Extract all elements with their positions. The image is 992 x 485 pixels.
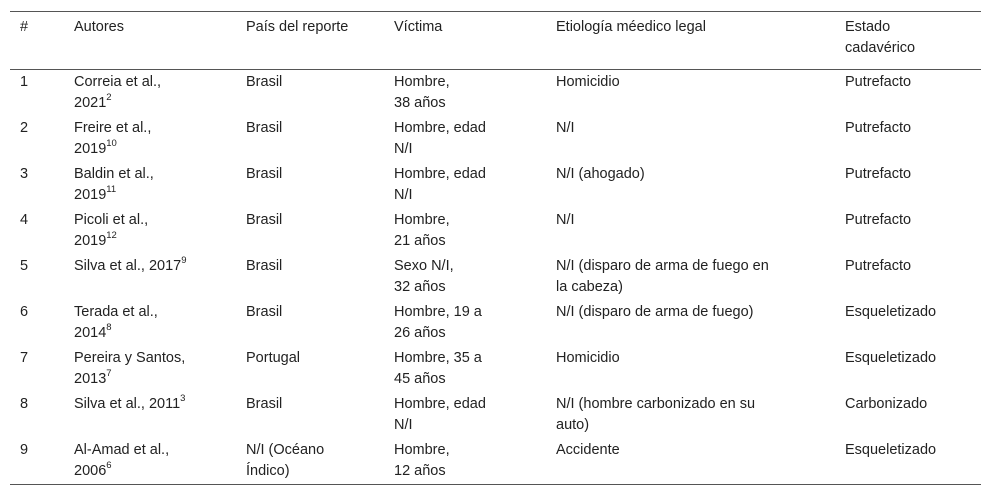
- table-row: [10, 162, 981, 208]
- reference-superscript: 11: [106, 184, 117, 196]
- country-cell: Brasil: [246, 304, 283, 320]
- country-cell: Brasil: [246, 166, 283, 182]
- author-text: Baldin et al., 2019: [74, 166, 154, 203]
- table-row: [10, 70, 981, 117]
- state-cell: Putrefacto: [845, 258, 912, 274]
- author-text: Terada et al., 2014: [74, 304, 158, 341]
- header-authors: Autores: [74, 19, 124, 35]
- reference-superscript: 2: [106, 92, 112, 104]
- reference-superscript: 6: [106, 460, 112, 472]
- author-cell: [74, 208, 246, 254]
- header-country: País del reporte: [246, 19, 349, 35]
- author-text: Silva et al., 2017: [74, 258, 182, 274]
- table-row: [10, 116, 981, 162]
- etiology-cell: N/I (disparo de arma de fuego en la cabeza): [556, 258, 769, 295]
- etiology-cell: N/I (disparo de arma de fuego): [556, 304, 754, 320]
- etiology-cell: Homicidio: [556, 74, 620, 90]
- data-table: [10, 11, 981, 485]
- row-number: 5: [20, 258, 29, 274]
- author-cell: [74, 254, 246, 300]
- author-cell: [74, 162, 246, 208]
- author-text: Freire et al., 2019: [74, 120, 152, 157]
- author-text: Al-Amad et al., 2006: [74, 442, 170, 479]
- reference-superscript: 3: [180, 393, 186, 405]
- etiology-cell: N/I (hombre carbonizado en su auto): [556, 396, 756, 433]
- etiology-cell: Homicidio: [556, 350, 620, 366]
- reference-superscript: 7: [106, 368, 112, 380]
- etiology-cell: N/I: [556, 212, 575, 228]
- victim-cell: Hombre, 19 a 26 años: [394, 304, 482, 341]
- row-number: 9: [20, 442, 29, 458]
- victim-cell: Hombre, 35 a 45 años: [394, 350, 482, 387]
- state-cell: Carbonizado: [845, 396, 928, 412]
- country-cell: Brasil: [246, 120, 283, 136]
- country-cell: Portugal: [246, 350, 301, 366]
- author-text: Pereira y Santos, 2013: [74, 350, 186, 387]
- row-number: 8: [20, 396, 29, 412]
- state-cell: Esqueletizado: [845, 442, 937, 458]
- table-body: [10, 70, 981, 485]
- table-row: [10, 208, 981, 254]
- state-cell: Putrefacto: [845, 120, 912, 136]
- state-cell: Putrefacto: [845, 166, 912, 182]
- country-cell: Brasil: [246, 396, 283, 412]
- victim-cell: Hombre, edad N/I: [394, 166, 486, 203]
- row-number: 4: [20, 212, 29, 228]
- victim-cell: Hombre, 12 años: [394, 442, 450, 479]
- author-cell: [74, 346, 246, 392]
- case-reports-table: [10, 11, 981, 485]
- author-cell: [74, 438, 246, 485]
- row-number: 6: [20, 304, 29, 320]
- reference-superscript: 8: [106, 322, 112, 334]
- table-row: [10, 438, 981, 485]
- table-row: [10, 300, 981, 346]
- reference-superscript: 10: [106, 138, 117, 150]
- etiology-cell: N/I (ahogado): [556, 166, 645, 182]
- table-row: [10, 392, 981, 438]
- etiology-cell: Accidente: [556, 442, 620, 458]
- row-number: 3: [20, 166, 29, 182]
- table-header-row: [10, 12, 981, 70]
- row-number: 7: [20, 350, 29, 366]
- victim-cell: Sexo N/I, 32 años: [394, 258, 454, 295]
- reference-superscript: 12: [106, 230, 117, 242]
- state-cell: Esqueletizado: [845, 304, 937, 320]
- header-etiology: Etiología méedico legal: [556, 19, 706, 35]
- state-cell: Esqueletizado: [845, 350, 937, 366]
- reference-superscript: 9: [181, 255, 187, 267]
- country-cell: Brasil: [246, 258, 283, 274]
- row-number: 1: [20, 74, 29, 90]
- author-cell: [74, 116, 246, 162]
- country-cell: Brasil: [246, 74, 283, 90]
- author-text: Correia et al., 2021: [74, 74, 162, 111]
- country-cell: N/I (Océano Índico): [246, 442, 325, 479]
- victim-cell: Hombre, edad N/I: [394, 120, 486, 157]
- author-cell: [74, 300, 246, 346]
- victim-cell: Hombre, edad N/I: [394, 396, 486, 433]
- header-number: #: [20, 19, 29, 35]
- author-text: Picoli et al., 2019: [74, 212, 149, 249]
- author-cell: [74, 392, 246, 438]
- table-row: [10, 254, 981, 300]
- row-number: 2: [20, 120, 29, 136]
- author-text: Silva et al., 2011: [74, 396, 181, 412]
- etiology-cell: N/I: [556, 120, 575, 136]
- state-cell: Putrefacto: [845, 74, 912, 90]
- victim-cell: Hombre, 21 años: [394, 212, 450, 249]
- author-cell: [74, 70, 246, 117]
- state-cell: Putrefacto: [845, 212, 912, 228]
- victim-cell: Hombre, 38 años: [394, 74, 450, 111]
- header-victim: Víctima: [394, 19, 443, 35]
- header-state: Estado cadavérico: [845, 19, 916, 56]
- table-row: [10, 346, 981, 392]
- country-cell: Brasil: [246, 212, 283, 228]
